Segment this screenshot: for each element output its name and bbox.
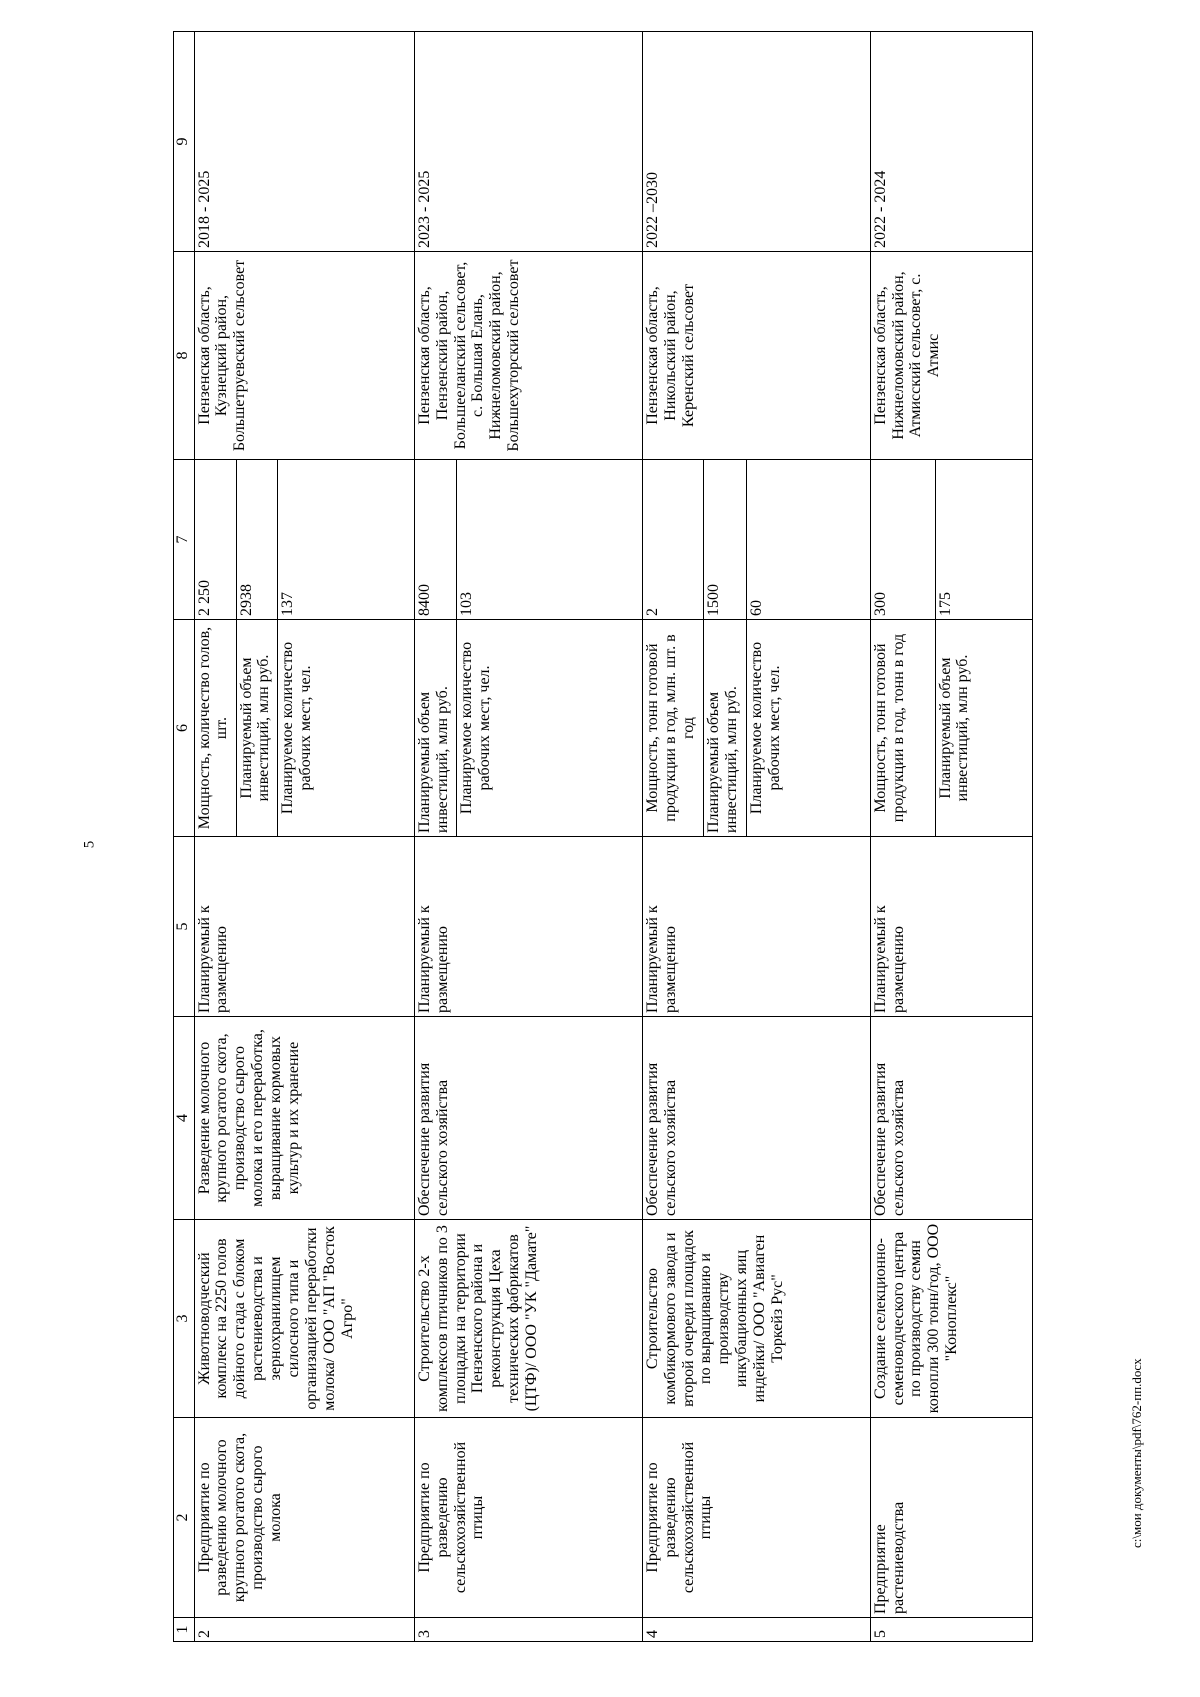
object-name: Строительство комбикормового завода и второй очереди площадок по выращиванию и производству инкубационных яиц индейки/ ООО "Авиаген Торкейз Рус" xyxy=(642,1220,870,1418)
indicator-label: Планируемый объем инвестиций, млн руб. xyxy=(935,620,1032,837)
indicator-value: 8400 xyxy=(414,460,456,620)
indicator-label: Мощность, тонн готовой продукции в год, тонн в год xyxy=(870,620,935,837)
header-row xyxy=(174,32,195,1642)
row-number: 3 xyxy=(414,1618,642,1642)
object-status: Планируемый к размещению xyxy=(642,837,870,1017)
row-number: 2 xyxy=(194,1618,414,1642)
object-location: Пензенская область, Нижнеломовский район, Атмисский сельсовет, с. Атмис xyxy=(870,252,1032,460)
object-type: Предприятие по разведению молочного крупного рогатого скота, производство сырого молока xyxy=(194,1418,414,1618)
header-cell: 5 xyxy=(174,837,195,1017)
object-status: Планируемый к размещению xyxy=(870,837,1032,1017)
header-cell: 3 xyxy=(174,1220,195,1418)
header-cell: 1 xyxy=(174,1618,195,1642)
object-status: Планируемый к размещению xyxy=(194,837,414,1017)
object-period: 2023 - 2025 xyxy=(414,32,642,252)
indicator-label: Мощность, количество голов, шт. xyxy=(194,620,236,837)
indicator-value: 2 250 xyxy=(194,460,236,620)
object-name: Создание селекционно-семеноводческого центра по производству семян конопли 300 тонн/год, ООО "Коноплекс" xyxy=(870,1220,1032,1418)
object-name: Строительство 2-х комплексов птичников по 3 площадки на территории Пензенского района и реконструкция Цеха технических фабрикатов (ЦТФ)/ ООО "УК "Дамате" xyxy=(414,1220,642,1418)
table-row xyxy=(414,32,456,1642)
page-number: 5 xyxy=(81,840,98,849)
object-location: Пензенская область, Кузнецкий район, Большетруевский сельсовет xyxy=(194,252,414,460)
table-row xyxy=(642,32,703,1642)
table-row xyxy=(870,32,935,1642)
header-cell: 2 xyxy=(174,1418,195,1618)
indicator-label: Планируемое количество рабочих мест, чел. xyxy=(456,620,642,837)
object-period: 2022 –2030 xyxy=(642,32,870,252)
object-name: Животноводческий комплекс на 2250 голов дойного стада с блоком растениеводства и зернохранилищем силосного типа и организацией переработки молока/ ООО "АП "Восток Агро" xyxy=(194,1220,414,1418)
indicator-label: Планируемый объем инвестиций, млн руб. xyxy=(704,620,747,837)
object-type: Предприятие по разведению сельскохозяйственной птицы xyxy=(642,1418,870,1618)
object-location: Пензенская область, Никольский район, Керенский сельсовет xyxy=(642,252,870,460)
object-purpose: Обеспечение развития сельского хозяйства xyxy=(870,1017,1032,1220)
header-cell: 9 xyxy=(174,32,195,252)
indicator-value: 175 xyxy=(935,460,1032,620)
indicator-value: 60 xyxy=(747,460,870,620)
indicator-label: Мощность, тонн готовой продукции в год, млн. шт. в год xyxy=(642,620,703,837)
header-cell: 6 xyxy=(174,620,195,837)
indicator-value: 2 xyxy=(642,460,703,620)
indicator-value: 137 xyxy=(278,460,414,620)
object-period: 2018 - 2025 xyxy=(194,32,414,252)
object-period: 2022 - 2024 xyxy=(870,32,1032,252)
row-number: 5 xyxy=(870,1618,1032,1642)
indicator-label: Планируемое количество рабочих мест, чел. xyxy=(278,620,414,837)
object-purpose: Разведение молочного крупного рогатого скота, производство сырого молока и его переработка, выращивание кормовых культур и их хранение xyxy=(194,1017,414,1220)
indicator-value: 1500 xyxy=(704,460,747,620)
indicator-value: 300 xyxy=(870,460,935,620)
header-cell: 8 xyxy=(174,252,195,460)
object-purpose: Обеспечение развития сельского хозяйства xyxy=(414,1017,642,1220)
data-table xyxy=(173,31,1033,1642)
object-location: Пензенская область, Пензенский район, Большееланский сельсовет, с. Большая Елань, Нижнеломовский район, Большехуторский сельсовет xyxy=(414,252,642,460)
table-row xyxy=(194,32,236,1642)
rotated-table-container xyxy=(173,32,1033,1642)
indicator-value: 103 xyxy=(456,460,642,620)
indicator-value: 2938 xyxy=(236,460,278,620)
indicator-label: Планируемый объем инвестиций, млн руб. xyxy=(414,620,456,837)
object-purpose: Обеспечение развития сельского хозяйства xyxy=(642,1017,870,1220)
row-number: 4 xyxy=(642,1618,870,1642)
header-cell: 4 xyxy=(174,1017,195,1220)
indicator-label: Планируемый объем инвестиций, млн руб. xyxy=(236,620,278,837)
object-type: Предприятие растениеводства xyxy=(870,1418,1032,1618)
object-type: Предприятие по разведению сельскохозяйственной птицы xyxy=(414,1418,642,1618)
header-cell: 7 xyxy=(174,460,195,620)
footer-file-path: c:\мои документы\pdf\762-пп.docx xyxy=(1129,1358,1144,1548)
indicator-label: Планируемое количество рабочих мест, чел. xyxy=(747,620,870,837)
object-status: Планируемый к размещению xyxy=(414,837,642,1017)
